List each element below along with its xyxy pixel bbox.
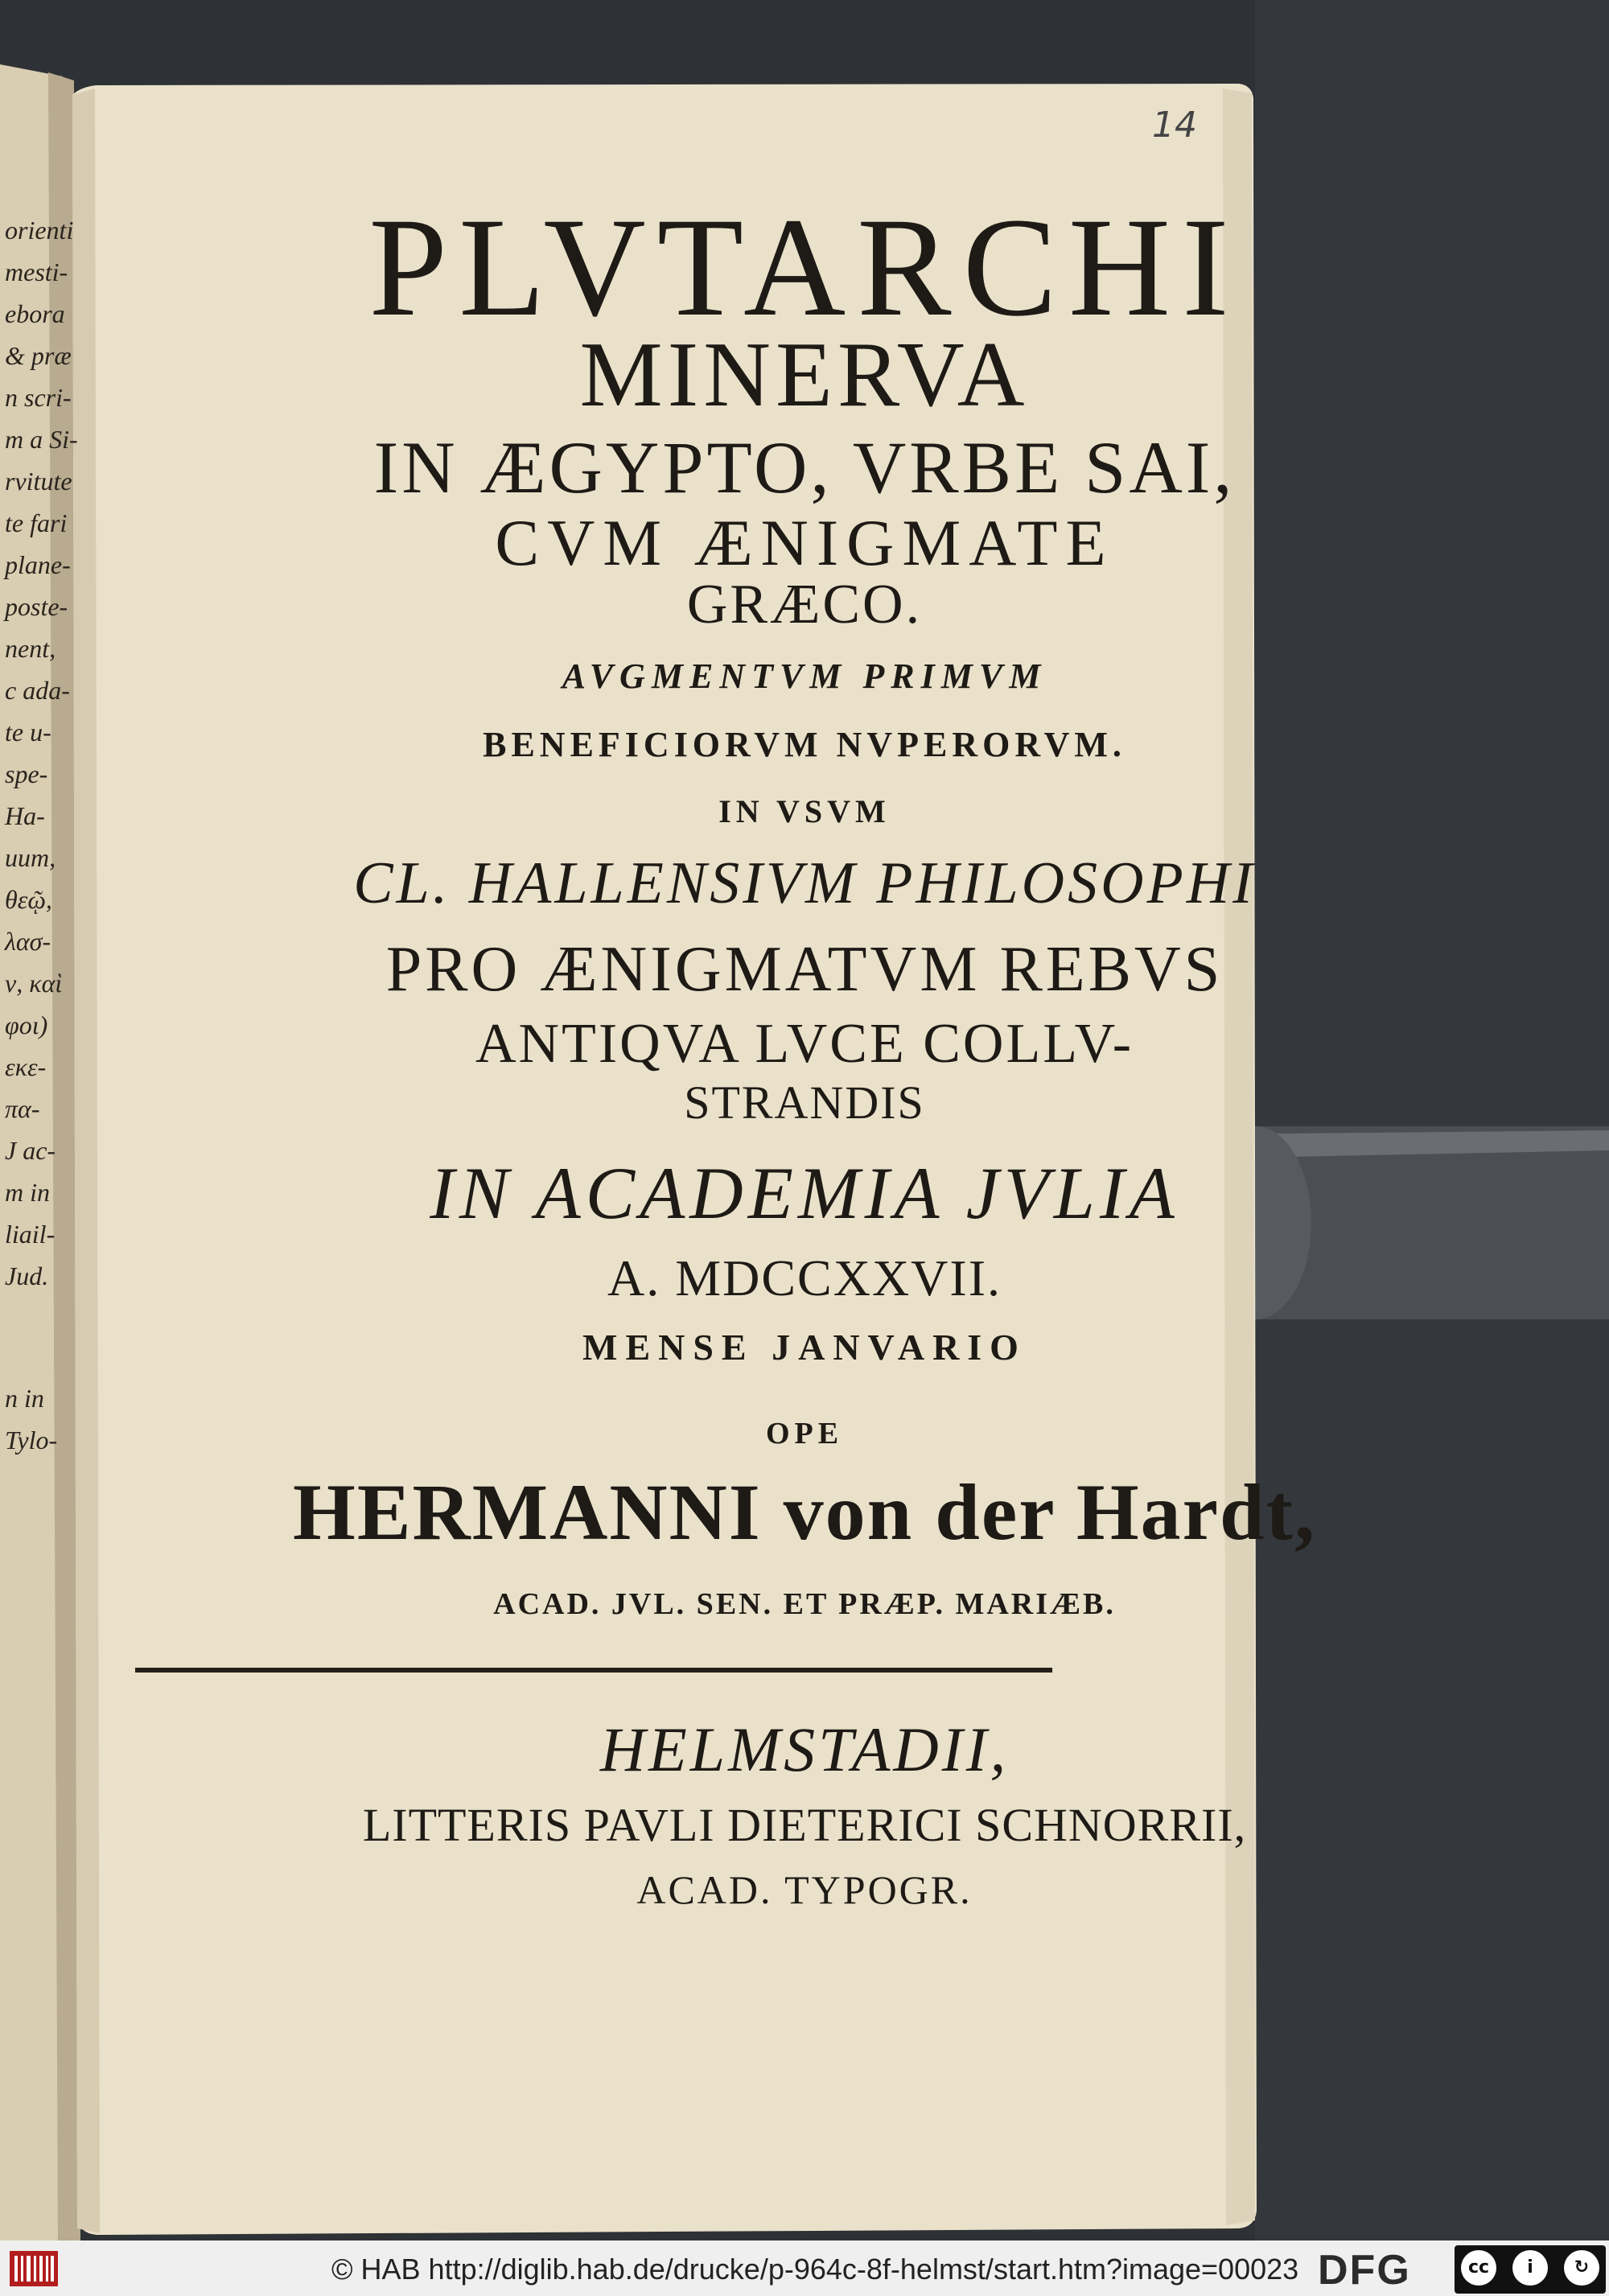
subtitle-line: AVGMENTVM PRIMVM [562, 656, 1047, 696]
left-page-fragment: liail- [5, 1220, 56, 1249]
left-page-fragment: poste- [5, 592, 68, 621]
left-page-fragment: ebora [5, 299, 65, 328]
left-page-fragment: orienti [5, 216, 74, 245]
left-page-fragment: εκε- [5, 1052, 47, 1081]
subtitle-line: CL. HALLENSIVM PHILOSOPHI [353, 850, 1256, 916]
left-page-fragment: te u- [5, 718, 51, 747]
left-page-fragment: J ac- [5, 1136, 56, 1165]
left-page-fragment: m in [5, 1178, 50, 1207]
title-line: MINERVA [579, 323, 1030, 426]
academy-line: IN ACADEMIA JVLIA [430, 1152, 1179, 1234]
left-page-fragment: c ada- [5, 676, 70, 705]
horizontal-rule [135, 1668, 1052, 1673]
left-page-fragment: uum, [5, 843, 56, 872]
left-page-fragment: plane- [5, 550, 71, 579]
year-line: A. MDCCXXVII. [607, 1249, 1002, 1306]
subtitle-line: IN VSVM [718, 793, 891, 829]
footer-credit-link[interactable]: © HAB http://diglib.hab.de/drucke/p-964c-8f-helmst/start.htm?image=00023 [331, 2253, 1299, 2286]
sa-icon: ↻ [1564, 2250, 1599, 2286]
ope-line: OPE [765, 1417, 844, 1450]
imprint-typographer: ACAD. TYPOGR. [636, 1867, 973, 1912]
imprint-place: HELMSTADII, [599, 1714, 1010, 1784]
left-page-fragment: te fari [5, 508, 68, 537]
title-line: GRÆCO. [686, 574, 923, 636]
subtitle-line: STRANDIS [684, 1076, 925, 1129]
by-icon: i [1512, 2250, 1548, 2286]
title-line: CVM ÆNIGMATE [495, 506, 1114, 579]
month-line: MENSE JANVARIO [582, 1327, 1027, 1368]
left-page-fragment: nent, [5, 634, 56, 663]
left-page-fragment: & præ [5, 341, 72, 370]
dfg-logo: DFG [1318, 2247, 1411, 2294]
left-page-fragment: πα- [5, 1094, 40, 1123]
imprint-printer: LITTERIS PAVLI DIETERICI SCHNORRII, [362, 1799, 1247, 1851]
left-page-fragment: rvitute [5, 467, 72, 496]
left-page-fragment: m a Si- [5, 425, 78, 454]
subtitle-line: BENEFICIORVM NVPERORVM. [483, 725, 1126, 764]
subtitle-line: PRO ÆNIGMATVM REBVS [385, 934, 1224, 1005]
author-title-line: ACAD. JVL. SEN. ET PRÆP. MARIÆB. [493, 1587, 1116, 1621]
left-page-fragment: Ha- [5, 801, 45, 830]
left-page-fragment: θεῷ, [5, 885, 52, 914]
subtitle-line: ANTIQVA LVCE COLLV- [475, 1013, 1134, 1075]
cc-license-badge[interactable] [1455, 2245, 1606, 2294]
author-line: HERMANNI von der Hardt, [293, 1467, 1316, 1557]
page-number: 14 [1152, 105, 1197, 146]
left-page-fragment: φοι) [5, 1010, 48, 1039]
left-page-fragment: Tylo- [5, 1426, 58, 1455]
left-page-fragment: n in [5, 1384, 44, 1413]
left-page-fragment: spe- [5, 759, 48, 788]
title-line: PLVTARCHI [368, 189, 1241, 346]
left-page-fragment: mesti- [5, 257, 68, 286]
left-page-fragment: ν, καὶ [5, 969, 63, 998]
left-page-fragment: Jud. [5, 1261, 49, 1290]
left-page-fragment: λασ- [5, 927, 51, 956]
cc-icon: cc [1461, 2250, 1496, 2286]
hab-barcode-icon [10, 2248, 58, 2290]
left-page-fragment: n scri- [5, 383, 72, 412]
title-line: IN ÆGYPTO, VRBE SAI, [373, 426, 1236, 508]
